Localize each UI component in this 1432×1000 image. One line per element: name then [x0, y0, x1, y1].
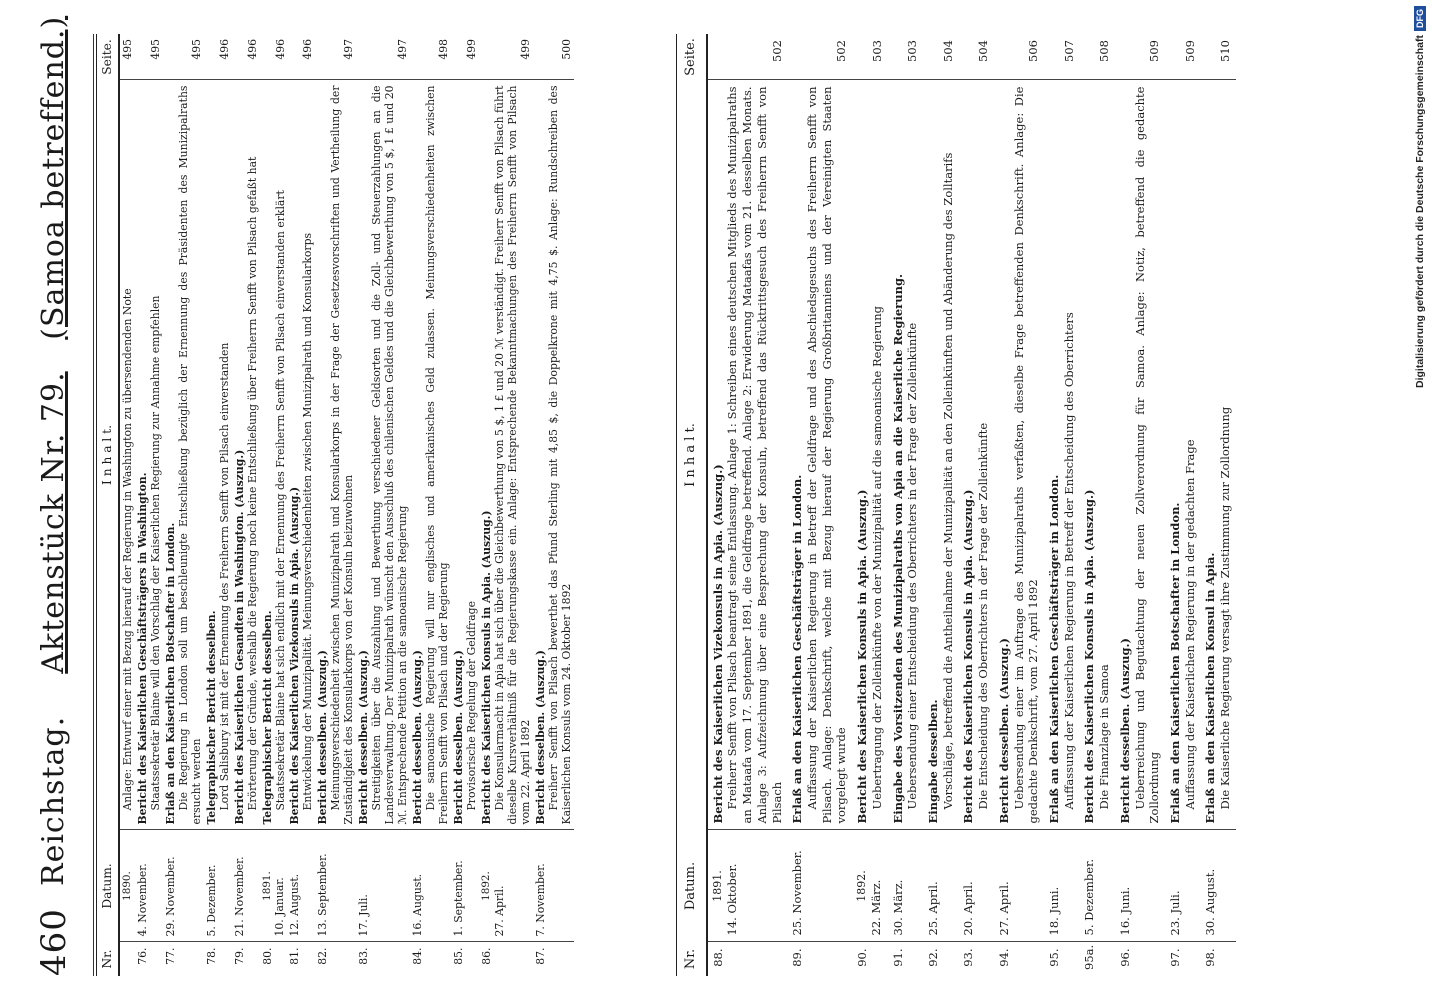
- entry-summary: Lord Salisbury ist mit der Ernennung des Freiherrn Senfft von Pilsach einverstanden: [217, 342, 231, 811]
- entry-number: 84.: [410, 942, 451, 976]
- entry-number: 93.: [958, 942, 993, 976]
- entry-summary: Meinungsverschiedenheit zwischen Munizipalrath und Konsularkorps in der Frage der Gesetzesvorschriften und Vertheilung der Zuständigkeit des Konsularkorps von der Konsuln beizuwohnen: [329, 85, 356, 825]
- toc-entry: [479, 34, 533, 976]
- entry-date-cell: [1200, 830, 1235, 942]
- col-header-date: Datum.: [677, 830, 707, 942]
- credit-text: Digitalisierung gefördert durch die Deutsche Forschungsgemeinschaft: [1414, 35, 1426, 388]
- entry-summary: Staatssekretär Blaine will den Vorschlag der Kaiserlichen Regierung zur Annahme empfehlen: [148, 295, 162, 811]
- entry-page: 495: [135, 34, 163, 80]
- entry-date-cell: [1115, 830, 1165, 942]
- toc-entry: [119, 34, 135, 976]
- entry-content: [1200, 80, 1235, 830]
- entry-heading: Bericht desselben. (Auszug.): [411, 650, 425, 825]
- entry-number: 96.: [1115, 942, 1165, 976]
- toc-entry: [958, 34, 993, 976]
- entry-summary: Die Konsularmacht in Apia hat sich über die Gleichbewerthung von 5 $, 1 £ und 20 ℳ verständigt. Freiherr Senfft von Pilsach führt dieselbe Kursverhältniß für die Regierungskasse ein. Anlage: Entsprechende Bekanntmachungen des Freiherrn Senfft von Pilsach vom 22. April 1892: [493, 85, 533, 825]
- toc-entry: [410, 34, 451, 976]
- toc-entry: [135, 34, 163, 976]
- entry-number: 98.: [1200, 942, 1235, 976]
- entry-content: [451, 80, 479, 830]
- toc-entry: [787, 34, 852, 976]
- entry-summary: Provisorische Regelung der Geldfrage: [465, 601, 479, 811]
- entry-year: 1890.: [120, 871, 133, 901]
- entry-date-cell: [923, 830, 958, 942]
- entry-content: [888, 80, 923, 830]
- entry-date-cell: [533, 830, 574, 942]
- entry-heading: Erlaß an den Kaiserlichen Geschäftsträger in London.: [790, 474, 805, 824]
- entry-number: 78.: [204, 942, 232, 976]
- toc-table-right-container: [676, 34, 1396, 976]
- col-header-page: Seite.: [97, 34, 119, 80]
- entry-heading: Bericht des Kaiserlichen Vizekonsuls in Apia. (Auszug.): [288, 486, 302, 825]
- entry-number: 76.: [135, 942, 163, 976]
- entry-heading: Bericht desselben. (Auszug.): [316, 650, 330, 825]
- entry-page: 504: [923, 34, 958, 80]
- entry-heading: Bericht des Kaiserlichen Vizekonsuls in Apia. (Auszug.): [710, 464, 725, 824]
- entry-summary: Die samoanische Regierung will nur englisches und amerikanisches Geld zulassen. Meinungsverschiedenheiten zwischen Freiherrn Senfft von Pilsach und der Regierung: [424, 85, 451, 825]
- entry-page: 499: [479, 34, 533, 80]
- entry-heading: Telegraphischer Bericht desselben.: [204, 610, 218, 825]
- entry-number: 87.: [533, 942, 574, 976]
- entry-content: [163, 80, 204, 830]
- entry-number: 81.: [287, 942, 315, 976]
- entry-number: 89.: [787, 942, 852, 976]
- toc-entry: [1165, 34, 1200, 976]
- entry-page: 495: [163, 34, 204, 80]
- entry-summary: Die Regierung in London soll um beschleunigte Entschließung bezüglich der Ernennung des Präsidenten des Munizipalraths ersucht werden: [176, 85, 203, 825]
- entry-date-cell: [958, 830, 993, 942]
- entry-content: [923, 80, 958, 830]
- entry-date: 12. August.: [288, 873, 302, 937]
- toc-table-left: [96, 34, 574, 976]
- entry-summary: Die Kaiserliche Regierung versagt ihre Zustimmung zur Zollordnung: [1218, 406, 1233, 810]
- entry-date-cell: [260, 830, 288, 942]
- entry-page: 497: [315, 34, 356, 80]
- entry-date: 30. August.: [1203, 868, 1218, 936]
- entry-date-cell: [410, 830, 451, 942]
- entry-summary: Die Entscheidung des Oberrichters in der Frage der Zolleinkünfte: [976, 422, 991, 810]
- entry-number: [119, 942, 135, 976]
- entry-heading: Bericht desselben. (Auszug.): [1117, 638, 1132, 824]
- entry-date: 5. Dezember.: [1082, 859, 1097, 936]
- entry-content: [135, 80, 163, 830]
- entry-date: 25. April.: [925, 881, 940, 936]
- entry-content: [119, 80, 135, 830]
- toc-body-right: [707, 34, 1236, 976]
- entry-date: 16. Juni.: [1117, 886, 1132, 936]
- entry-date-cell: [888, 830, 923, 942]
- entry-heading: Erlaß an den Kaiserlichen Geschäftsträger in London.: [1047, 474, 1061, 824]
- toc-entry: [923, 34, 958, 976]
- entry-page: 509: [1165, 34, 1200, 80]
- page-header: [28, 15, 94, 976]
- entry-summary: Auffassung der Kaiserlichen Regierung in der gedachten Frage: [1182, 439, 1197, 810]
- entry-number: 79.: [232, 942, 260, 976]
- entry-date: 20. April.: [961, 881, 976, 936]
- entry-date: 5. Dezember.: [204, 864, 218, 937]
- entry-page: 502: [707, 34, 788, 80]
- toc-entry: [707, 34, 788, 976]
- page-number: 460: [34, 908, 74, 976]
- toc-body-left: [119, 34, 574, 976]
- toc-entry: [232, 34, 260, 976]
- entry-heading: Erlaß an den Kaiserlichen Botschafter in London.: [1168, 502, 1183, 824]
- entry-content: [1115, 80, 1165, 830]
- entry-content: [1044, 80, 1079, 830]
- col-header-content: I n h a l t.: [677, 80, 707, 830]
- entry-year: 1891.: [260, 871, 273, 901]
- entry-page: 496: [204, 34, 232, 80]
- entry-page: 509: [1115, 34, 1165, 80]
- entry-date-cell: [356, 830, 410, 942]
- entry-date-cell: [135, 830, 163, 942]
- entry-number: 86.: [479, 942, 533, 976]
- entry-heading: Bericht desselben. (Auszug.): [452, 650, 466, 825]
- entry-date-cell: [787, 830, 852, 942]
- toc-table-right: [676, 34, 1236, 976]
- entry-date-cell: [119, 830, 135, 942]
- entry-page: 504: [958, 34, 993, 80]
- entry-content: [787, 80, 852, 830]
- entry-date: 17. Juli.: [357, 894, 371, 937]
- entry-content: [356, 80, 410, 830]
- entry-date-cell: [994, 830, 1044, 942]
- entry-content: [533, 80, 574, 830]
- entry-content: [410, 80, 451, 830]
- entry-date: 22. März.: [869, 879, 884, 936]
- entry-content: [994, 80, 1044, 830]
- entry-content: [479, 80, 533, 830]
- entry-heading: Bericht des Kaiserlichen Gesandten in Washington. (Auszug.): [232, 449, 246, 825]
- entry-page: 499: [451, 34, 479, 80]
- running-title: [36, 15, 71, 886]
- entry-number: 95.: [1044, 942, 1079, 976]
- entry-content: [1079, 80, 1114, 830]
- entry-date-cell: [1044, 830, 1079, 942]
- entry-year: 1892.: [855, 870, 869, 902]
- entry-date: 1. September.: [452, 860, 466, 937]
- entry-summary: Auffassung der Kaiserlichen Regierung in Betreff der Geldfrage und des Abschiedsgesuchs des Freiherrn Senfft von Pilsach. Anlage: Denkschrift, welche mit Bezug hierauf der Regierung Großbritanniens und der Vereinigten Staaten vorgelegt wurde: [804, 86, 849, 824]
- entry-summary: Freiherr Senfft von Pilsach bewerthet das Pfund Sterling mit 4,85 $, die Doppelkrone mit 4,75 $. Anlage: Rundschreiben des Kaiserlichen Konsuls vom 24. Oktober 1892: [547, 85, 574, 825]
- entry-date: 21. November.: [232, 856, 246, 937]
- entry-content: [707, 80, 788, 830]
- running-title-doc: Aktenstück Nr. 79.: [36, 371, 71, 674]
- running-title-subject: (Samoa betreffend.): [36, 15, 71, 340]
- entry-date: 27. April.: [996, 881, 1011, 936]
- entry-heading: Erlaß an den Kaiserlichen Konsul in Apia.: [1203, 552, 1218, 824]
- entry-summary: Ueberreichung und Begutachtung der neuen Zollverordnung für Samoa. Anlage: Notiz, betreffend die gedachte Zollordnung: [1132, 86, 1162, 824]
- entry-heading: Bericht desselben. (Auszug.): [357, 650, 371, 825]
- entry-summary: Auffassung der Kaiserlichen Regierung in Betreff der Entscheidung des Oberrichters: [1061, 312, 1076, 810]
- entry-content: [232, 80, 260, 830]
- entry-date: 29. November.: [163, 856, 177, 937]
- entry-page: 510: [1200, 34, 1235, 80]
- entry-content: [958, 80, 993, 830]
- entry-page: 500: [533, 34, 574, 80]
- entry-number: 88.: [707, 942, 788, 976]
- entry-number: 97.: [1165, 942, 1200, 976]
- entry-summary: Uebertragung der Zolleinkünfte von der Munizipalität auf die samoanische Regierung: [869, 306, 884, 810]
- entry-heading: Bericht desselben. (Auszug.): [534, 650, 548, 825]
- entry-date-cell: [451, 830, 479, 942]
- toc-entry: [1044, 34, 1079, 976]
- col-header-nr: Nr.: [97, 942, 119, 976]
- entry-date-cell: [287, 830, 315, 942]
- entry-summary: Anlage: Entwurf einer mit Bezug hierauf der Regierung in Washington zu übersendenden Note: [120, 288, 134, 811]
- entry-page: 496: [260, 34, 288, 80]
- entry-summary: Entwickelung der Munizipalität. Meinungsverschiedenheiten zwischen Munizipalrath und Konsularkorps: [301, 232, 315, 811]
- entry-heading: Erlaß an den Kaiserlichen Botschafter in London.: [163, 522, 177, 825]
- toc-entry: [356, 34, 410, 976]
- toc-header-row: [97, 34, 119, 976]
- toc-entry: [533, 34, 574, 976]
- running-title-prefix: Reichstag.: [36, 715, 71, 886]
- entry-date-cell: [163, 830, 204, 942]
- entry-summary: Freiherr Senfft von Pilsach beantragt seine Entlassung. Anlage 1: Schreiben eines deutschen Mitglieds des Munizipalraths an Mataafa vom 17. September 1891, die Geldfrage betreffend. Anlage 2: Erwiderung Mataafas vom 21. desselben Monats. Anlage 3: Aufzeichnung über eine Besprechung der Konsuln, betreffend das Rücktrittsgesuch des Freiherrn Senfft von Pilsach: [725, 86, 784, 824]
- entry-page: 496: [232, 34, 260, 80]
- credit-strip: [1410, 6, 1430, 994]
- toc-entry: [1200, 34, 1235, 976]
- entry-summary: Uebersendung einer Entscheidung des Oberrichters in der Frage der Zolleinkünfte: [905, 322, 920, 810]
- entry-date: 4. November.: [135, 863, 149, 937]
- entry-number: 85.: [451, 942, 479, 976]
- entry-heading: Eingabe des Vorsitzenden des Munizipalraths von Apia an die Kaiserliche Regierung.: [890, 273, 905, 824]
- entry-date: 25. November.: [790, 850, 805, 936]
- entry-number: 80.: [260, 942, 288, 976]
- toc-table-left-container: [96, 34, 656, 976]
- entry-content: [852, 80, 887, 830]
- entry-number: 95a.: [1079, 942, 1114, 976]
- entry-page: 496: [287, 34, 315, 80]
- entry-page: 498: [410, 34, 451, 80]
- entry-page: 506: [994, 34, 1044, 80]
- entry-date: 10. Januar.: [272, 877, 286, 937]
- entry-page: 508: [1079, 34, 1114, 80]
- toc-entry: [163, 34, 204, 976]
- entry-content: [260, 80, 288, 830]
- entry-date: 23. Juli.: [1168, 890, 1183, 936]
- dfg-logo: DFG: [1414, 6, 1426, 31]
- entry-heading: Telegraphischer Bericht desselben.: [260, 610, 274, 825]
- entry-date: 30. März.: [890, 879, 905, 936]
- toc-entry: [260, 34, 288, 976]
- entry-number: 94.: [994, 942, 1044, 976]
- entry-page: 497: [356, 34, 410, 80]
- entry-content: [287, 80, 315, 830]
- entry-page: 507: [1044, 34, 1079, 80]
- entry-summary: Erörterung der Gründe, weshalb die Regierung noch keine Entschließung über Freiherrn Senfft von Pilsach gefaßt hat: [245, 156, 259, 811]
- entry-page: 502: [787, 34, 852, 80]
- entry-heading: Bericht desselben. (Auszug.): [996, 638, 1011, 824]
- entry-summary: Uebersendung einer im Auftrage des Munizipalraths verfaßten, dieselbe Frage betreffenden Denkschrift. Anlage: Die gedachte Denkschrift, vom 27. April 1892: [1011, 86, 1041, 824]
- entry-date-cell: [315, 830, 356, 942]
- entry-date-cell: [707, 830, 788, 942]
- entry-date-cell: [852, 830, 887, 942]
- entry-number: 82.: [315, 942, 356, 976]
- entry-date-cell: [1079, 830, 1114, 942]
- digitization-credit: [1406, 0, 1432, 1000]
- entry-date: 7. November.: [534, 863, 548, 937]
- entry-heading: Eingabe desselben.: [925, 699, 940, 824]
- toc-entry: [204, 34, 232, 976]
- toc-entry: [994, 34, 1044, 976]
- toc-entry: [1079, 34, 1114, 976]
- entry-date: 18. Juni.: [1047, 886, 1061, 936]
- entry-heading: Bericht des Kaiserlichen Konsuls in Apia. (Auszug.): [961, 489, 976, 824]
- entry-heading: Bericht des Kaiserlichen Konsuls in Apia. (Auszug.): [855, 489, 870, 824]
- entry-summary: Vorschläge, betreffend die Antheilnahme der Munizipalität an den Zolleinkünften und Abänderung des Zolltarifs: [940, 152, 955, 810]
- toc-entry: [287, 34, 315, 976]
- entry-content: [315, 80, 356, 830]
- entry-content: [1165, 80, 1200, 830]
- toc-entry: [852, 34, 887, 976]
- entry-number: 90.: [852, 942, 887, 976]
- entry-content: [204, 80, 232, 830]
- entry-heading: Bericht des Kaiserlichen Konsuls in Apia. (Auszug.): [480, 510, 494, 825]
- col-header-nr: Nr.: [677, 942, 707, 976]
- entry-date: 27. April.: [492, 885, 506, 937]
- entry-date: 14. Oktober.: [724, 863, 739, 936]
- entry-page: 503: [888, 34, 923, 80]
- entry-number: 83.: [356, 942, 410, 976]
- header-rule: [93, 34, 94, 976]
- toc-header-row: [677, 34, 707, 976]
- entry-heading: Bericht des Kaiserlichen Geschäftsträgers in Washington.: [135, 472, 149, 825]
- entry-number: 92.: [923, 942, 958, 976]
- entry-year: 1891.: [710, 870, 724, 902]
- entry-summary: Streitigkeiten über die Auszahlung und Bewerthung verschiedener Geldsorten und die Zoll- und Steuerzahlungen an die Landesverwaltung. Der Munizipalrath wünscht den Ausschluß des chilenischen Geldes und die Gleichbewerthung von 5 $, 1 £ und 20 ℳ. Entsprechende Petition an die samoanische Regierung: [370, 85, 410, 825]
- entry-number: 91.: [888, 942, 923, 976]
- toc-entry: [315, 34, 356, 976]
- entry-date: 13. September.: [316, 853, 330, 937]
- entry-date-cell: [1165, 830, 1200, 942]
- entry-heading: Bericht des Kaiserlichen Konsuls in Apia. (Auszug.): [1082, 489, 1097, 824]
- entry-date-cell: [204, 830, 232, 942]
- entry-page: 503: [852, 34, 887, 80]
- toc-entry: [888, 34, 923, 976]
- entry-year: 1892.: [480, 871, 493, 901]
- entry-date-cell: [232, 830, 260, 942]
- toc-entry: [451, 34, 479, 976]
- col-header-content: I n h a l t.: [97, 80, 119, 830]
- entry-date: 16. August.: [411, 873, 425, 937]
- entry-page: 495: [119, 34, 135, 80]
- toc-entry: [1115, 34, 1165, 976]
- entry-summary: Staatssekretär Blaine hat sich endlich mit der Ernennung des Freiherrn Senfft von Pilsach einverstanden erklärt: [273, 190, 287, 811]
- col-header-page: Seite.: [677, 34, 707, 80]
- entry-date-cell: [479, 830, 533, 942]
- entry-summary: Die Finanzlage in Samoa: [1097, 664, 1112, 810]
- col-header-date: Datum.: [97, 830, 119, 942]
- entry-number: 77.: [163, 942, 204, 976]
